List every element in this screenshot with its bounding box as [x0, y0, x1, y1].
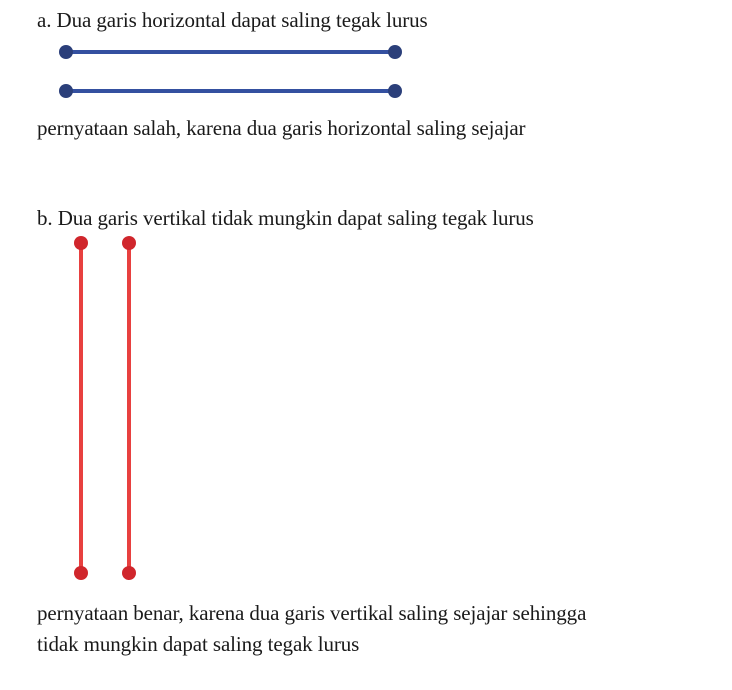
answer-b-line1: pernyataan benar, karena dua garis vertikal saling sejajar sehingga: [37, 601, 587, 625]
statement-b: b. Dua garis vertikal tidak mungkin dapat saling tegak lurus: [37, 206, 534, 230]
horizontal-lines-figure: [59, 45, 402, 98]
vertical-lines-figure: [74, 236, 136, 580]
endpoint-dot: [74, 236, 88, 250]
answer-a: pernyataan salah, karena dua garis horizontal saling sejajar: [37, 116, 526, 140]
answer-b-line2: tidak mungkin dapat saling tegak lurus: [37, 632, 360, 656]
endpoint-dot: [74, 566, 88, 580]
endpoint-dot: [59, 45, 73, 59]
endpoint-dot: [122, 236, 136, 250]
endpoint-dot: [388, 84, 402, 98]
endpoint-dot: [122, 566, 136, 580]
endpoint-dot: [59, 84, 73, 98]
statement-a: a. Dua garis horizontal dapat saling tegak lurus: [37, 8, 428, 32]
endpoint-dot: [388, 45, 402, 59]
